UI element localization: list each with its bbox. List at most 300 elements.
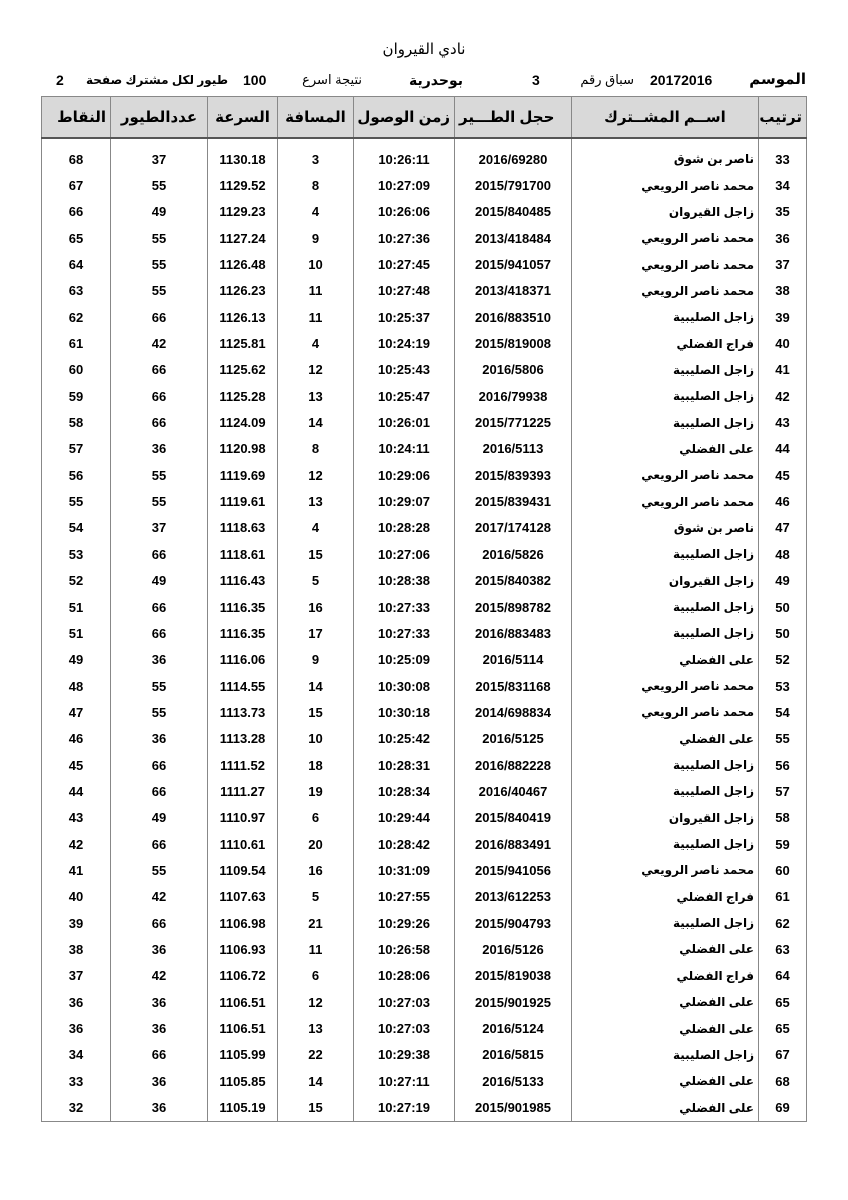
speed-cell: 1129.23 bbox=[208, 199, 278, 225]
participant-name-cell: على الفضلي bbox=[572, 1094, 759, 1121]
points-cell: 47 bbox=[42, 699, 111, 725]
distance-cell: 6 bbox=[278, 805, 354, 831]
rank-cell: 46 bbox=[759, 488, 807, 514]
points-cell: 60 bbox=[42, 357, 111, 383]
bird-count-cell: 66 bbox=[111, 752, 208, 778]
table-row bbox=[42, 278, 807, 304]
bird-count-cell: 66 bbox=[111, 383, 208, 409]
bird-count-cell: 36 bbox=[111, 1068, 208, 1094]
speed-cell: 1113.28 bbox=[208, 726, 278, 752]
col-header-ring: حجل الطـــير bbox=[455, 97, 572, 139]
ring-number-cell: 2015/831168 bbox=[455, 673, 572, 699]
rank-cell: 55 bbox=[759, 726, 807, 752]
ring-number-cell: 2016/40467 bbox=[455, 778, 572, 804]
results-body bbox=[42, 138, 807, 1121]
distance-cell: 19 bbox=[278, 778, 354, 804]
bird-count-cell: 66 bbox=[111, 1042, 208, 1068]
speed-cell: 1105.99 bbox=[208, 1042, 278, 1068]
arrival-time-cell: 10:27:55 bbox=[354, 884, 455, 910]
arrival-time-cell: 10:24:19 bbox=[354, 330, 455, 356]
points-cell: 33 bbox=[42, 1068, 111, 1094]
distance-cell: 15 bbox=[278, 699, 354, 725]
arrival-time-cell: 10:31:09 bbox=[354, 857, 455, 883]
col-header-name: اســم المشــترك bbox=[572, 97, 759, 139]
participant-name-cell: زاجل الصليبية bbox=[572, 620, 759, 646]
bird-count-cell: 66 bbox=[111, 594, 208, 620]
points-cell: 38 bbox=[42, 936, 111, 962]
points-cell: 61 bbox=[42, 330, 111, 356]
speed-cell: 1124.09 bbox=[208, 409, 278, 435]
points-cell: 48 bbox=[42, 673, 111, 699]
distance-cell: 9 bbox=[278, 647, 354, 673]
participant-name-cell: فراج الفضلي bbox=[572, 330, 759, 356]
ring-number-cell: 2015/941057 bbox=[455, 251, 572, 277]
bird-count-cell: 42 bbox=[111, 330, 208, 356]
rank-cell: 40 bbox=[759, 330, 807, 356]
distance-cell: 5 bbox=[278, 884, 354, 910]
table-row bbox=[42, 805, 807, 831]
arrival-time-cell: 10:30:18 bbox=[354, 699, 455, 725]
bird-count-cell: 36 bbox=[111, 436, 208, 462]
speed-cell: 1118.61 bbox=[208, 541, 278, 567]
arrival-time-cell: 10:27:33 bbox=[354, 594, 455, 620]
rank-cell: 49 bbox=[759, 568, 807, 594]
table-row bbox=[42, 462, 807, 488]
speed-cell: 1113.73 bbox=[208, 699, 278, 725]
participant-name-cell: على الفضلي bbox=[572, 1015, 759, 1041]
bird-count-cell: 36 bbox=[111, 989, 208, 1015]
ring-number-cell: 2016/5125 bbox=[455, 726, 572, 752]
club-title: نادي القيروان bbox=[382, 41, 466, 58]
table-row bbox=[42, 251, 807, 277]
table-row bbox=[42, 594, 807, 620]
results-table bbox=[41, 96, 807, 1122]
col-header-birds: عددالطيور bbox=[111, 97, 208, 139]
arrival-time-cell: 10:25:09 bbox=[354, 647, 455, 673]
bird-count-cell: 55 bbox=[111, 857, 208, 883]
bird-count-cell: 36 bbox=[111, 1094, 208, 1121]
distance-cell: 10 bbox=[278, 251, 354, 277]
arrival-time-cell: 10:28:28 bbox=[354, 515, 455, 541]
table-row bbox=[42, 1068, 807, 1094]
distance-cell: 20 bbox=[278, 831, 354, 857]
bird-count-cell: 55 bbox=[111, 278, 208, 304]
bird-count-cell: 66 bbox=[111, 778, 208, 804]
points-cell: 44 bbox=[42, 778, 111, 804]
speed-cell: 1116.43 bbox=[208, 568, 278, 594]
distance-cell: 13 bbox=[278, 383, 354, 409]
participant-name-cell: زاجل الصليبية bbox=[572, 304, 759, 330]
rank-cell: 41 bbox=[759, 357, 807, 383]
ring-number-cell: 2015/941056 bbox=[455, 857, 572, 883]
arrival-time-cell: 10:27:03 bbox=[354, 1015, 455, 1041]
col-header-time: زمن الوصول bbox=[354, 97, 455, 139]
table-row bbox=[42, 515, 807, 541]
ring-number-cell: 2016/5133 bbox=[455, 1068, 572, 1094]
participant-name-cell: محمد ناصر الرويعي bbox=[572, 699, 759, 725]
result-label: نتيجة اسرع bbox=[302, 72, 362, 87]
participant-name-cell: زاجل الصليبية bbox=[572, 910, 759, 936]
rank-cell: 39 bbox=[759, 304, 807, 330]
rank-cell: 45 bbox=[759, 462, 807, 488]
ring-number-cell: 2016/79938 bbox=[455, 383, 572, 409]
ring-number-cell: 2015/819008 bbox=[455, 330, 572, 356]
table-row bbox=[42, 304, 807, 330]
table-row bbox=[42, 699, 807, 725]
birds-per-label: طيور لكل مشترك صفحة bbox=[86, 73, 228, 87]
rank-cell: 44 bbox=[759, 436, 807, 462]
table-row bbox=[42, 409, 807, 435]
distance-cell: 12 bbox=[278, 462, 354, 488]
points-cell: 54 bbox=[42, 515, 111, 541]
table-row bbox=[42, 673, 807, 699]
rank-cell: 33 bbox=[759, 146, 807, 172]
participant-name-cell: على الفضلي bbox=[572, 436, 759, 462]
rank-cell: 53 bbox=[759, 673, 807, 699]
speed-cell: 1106.72 bbox=[208, 963, 278, 989]
distance-cell: 4 bbox=[278, 515, 354, 541]
participant-name-cell: زاجل الصليبية bbox=[572, 594, 759, 620]
table-row bbox=[42, 620, 807, 646]
table-row bbox=[42, 330, 807, 356]
arrival-time-cell: 10:26:58 bbox=[354, 936, 455, 962]
points-cell: 39 bbox=[42, 910, 111, 936]
distance-cell: 15 bbox=[278, 541, 354, 567]
table-row bbox=[42, 989, 807, 1015]
table-row bbox=[42, 383, 807, 409]
participant-name-cell: محمد ناصر الرويعي bbox=[572, 278, 759, 304]
bird-count-cell: 66 bbox=[111, 541, 208, 567]
bird-count-cell: 49 bbox=[111, 199, 208, 225]
rank-cell: 38 bbox=[759, 278, 807, 304]
bird-count-cell: 55 bbox=[111, 172, 208, 198]
bird-count-cell: 36 bbox=[111, 726, 208, 752]
speed-cell: 1127.24 bbox=[208, 225, 278, 251]
speed-cell: 1116.35 bbox=[208, 620, 278, 646]
distance-cell: 8 bbox=[278, 172, 354, 198]
arrival-time-cell: 10:25:43 bbox=[354, 357, 455, 383]
rank-cell: 43 bbox=[759, 409, 807, 435]
points-cell: 45 bbox=[42, 752, 111, 778]
participant-name-cell: على الفضلي bbox=[572, 989, 759, 1015]
race-value: 3 bbox=[532, 72, 540, 88]
bird-count-cell: 36 bbox=[111, 1015, 208, 1041]
points-cell: 36 bbox=[42, 1015, 111, 1041]
distance-cell: 8 bbox=[278, 436, 354, 462]
points-cell: 32 bbox=[42, 1094, 111, 1121]
rank-cell: 50 bbox=[759, 594, 807, 620]
arrival-time-cell: 10:28:31 bbox=[354, 752, 455, 778]
arrival-time-cell: 10:25:47 bbox=[354, 383, 455, 409]
table-row bbox=[42, 752, 807, 778]
points-cell: 62 bbox=[42, 304, 111, 330]
distance-cell: 11 bbox=[278, 304, 354, 330]
speed-cell: 1110.61 bbox=[208, 831, 278, 857]
speed-cell: 1109.54 bbox=[208, 857, 278, 883]
distance-cell: 10 bbox=[278, 726, 354, 752]
rank-cell: 69 bbox=[759, 1094, 807, 1121]
rank-cell: 68 bbox=[759, 1068, 807, 1094]
ring-number-cell: 2016/5806 bbox=[455, 357, 572, 383]
rank-cell: 63 bbox=[759, 936, 807, 962]
points-cell: 64 bbox=[42, 251, 111, 277]
speed-cell: 1126.13 bbox=[208, 304, 278, 330]
ring-number-cell: 2015/839393 bbox=[455, 462, 572, 488]
bird-count-cell: 36 bbox=[111, 647, 208, 673]
participant-name-cell: زاجل الصليبية bbox=[572, 752, 759, 778]
bird-count-cell: 66 bbox=[111, 831, 208, 857]
table-row bbox=[42, 1094, 807, 1121]
table-row bbox=[42, 541, 807, 567]
spacer-row bbox=[42, 138, 807, 146]
points-cell: 58 bbox=[42, 409, 111, 435]
points-cell: 67 bbox=[42, 172, 111, 198]
arrival-time-cell: 10:29:44 bbox=[354, 805, 455, 831]
speed-cell: 1120.98 bbox=[208, 436, 278, 462]
distance-cell: 3 bbox=[278, 146, 354, 172]
participant-name-cell: زاجل الصليبية bbox=[572, 383, 759, 409]
participant-name-cell: محمد ناصر الرويعي bbox=[572, 462, 759, 488]
participant-name-cell: ناصر بن شوق bbox=[572, 515, 759, 541]
location: بوحدرية bbox=[408, 72, 463, 88]
arrival-time-cell: 10:29:07 bbox=[354, 488, 455, 514]
rank-cell: 34 bbox=[759, 172, 807, 198]
table-header-row bbox=[42, 97, 807, 139]
col-header-rank: ترتيب bbox=[759, 97, 807, 139]
speed-cell: 1107.63 bbox=[208, 884, 278, 910]
arrival-time-cell: 10:27:11 bbox=[354, 1068, 455, 1094]
points-cell: 43 bbox=[42, 805, 111, 831]
ring-number-cell: 2016/883483 bbox=[455, 620, 572, 646]
participant-name-cell: على الفضلي bbox=[572, 726, 759, 752]
bird-count-cell: 37 bbox=[111, 515, 208, 541]
arrival-time-cell: 10:27:45 bbox=[354, 251, 455, 277]
rank-cell: 64 bbox=[759, 963, 807, 989]
participant-name-cell: ناصر بن شوق bbox=[572, 146, 759, 172]
speed-cell: 1119.69 bbox=[208, 462, 278, 488]
bird-count-cell: 55 bbox=[111, 488, 208, 514]
speed-cell: 1126.48 bbox=[208, 251, 278, 277]
participant-name-cell: محمد ناصر الرويعي bbox=[572, 488, 759, 514]
table-row bbox=[42, 199, 807, 225]
arrival-time-cell: 10:27:48 bbox=[354, 278, 455, 304]
bird-count-cell: 55 bbox=[111, 462, 208, 488]
distance-cell: 21 bbox=[278, 910, 354, 936]
distance-cell: 11 bbox=[278, 278, 354, 304]
arrival-time-cell: 10:27:09 bbox=[354, 172, 455, 198]
distance-cell: 15 bbox=[278, 1094, 354, 1121]
arrival-time-cell: 10:28:06 bbox=[354, 963, 455, 989]
points-cell: 34 bbox=[42, 1042, 111, 1068]
table-row bbox=[42, 172, 807, 198]
participant-name-cell: زاجل القيروان bbox=[572, 805, 759, 831]
distance-cell: 12 bbox=[278, 989, 354, 1015]
distance-cell: 6 bbox=[278, 963, 354, 989]
ring-number-cell: 2016/882228 bbox=[455, 752, 572, 778]
points-cell: 42 bbox=[42, 831, 111, 857]
distance-cell: 16 bbox=[278, 857, 354, 883]
distance-cell: 14 bbox=[278, 1068, 354, 1094]
distance-cell: 18 bbox=[278, 752, 354, 778]
bird-count-cell: 66 bbox=[111, 304, 208, 330]
rank-cell: 35 bbox=[759, 199, 807, 225]
page-value: 2 bbox=[56, 72, 64, 88]
ring-number-cell: 2016/5826 bbox=[455, 541, 572, 567]
rank-cell: 42 bbox=[759, 383, 807, 409]
rank-cell: 56 bbox=[759, 752, 807, 778]
arrival-time-cell: 10:27:03 bbox=[354, 989, 455, 1015]
speed-cell: 1125.62 bbox=[208, 357, 278, 383]
ring-number-cell: 2016/5124 bbox=[455, 1015, 572, 1041]
ring-number-cell: 2015/904793 bbox=[455, 910, 572, 936]
ring-number-cell: 2016/69280 bbox=[455, 146, 572, 172]
ring-number-cell: 2017/174128 bbox=[455, 515, 572, 541]
ring-number-cell: 2016/883491 bbox=[455, 831, 572, 857]
speed-cell: 1118.63 bbox=[208, 515, 278, 541]
participant-name-cell: زاجل الصليبية bbox=[572, 541, 759, 567]
distance-cell: 11 bbox=[278, 936, 354, 962]
participant-name-cell: محمد ناصر الرويعي bbox=[572, 673, 759, 699]
table-row bbox=[42, 1042, 807, 1068]
table-row bbox=[42, 647, 807, 673]
speed-cell: 1119.61 bbox=[208, 488, 278, 514]
participant-name-cell: زاجل الصليبية bbox=[572, 409, 759, 435]
table-row bbox=[42, 778, 807, 804]
distance-cell: 4 bbox=[278, 330, 354, 356]
ring-number-cell: 2015/898782 bbox=[455, 594, 572, 620]
rank-cell: 65 bbox=[759, 1015, 807, 1041]
speed-cell: 1116.35 bbox=[208, 594, 278, 620]
bird-count-cell: 66 bbox=[111, 910, 208, 936]
col-header-points: النقاط bbox=[42, 97, 111, 139]
arrival-time-cell: 10:27:06 bbox=[354, 541, 455, 567]
distance-cell: 4 bbox=[278, 199, 354, 225]
participant-name-cell: زاجل الصليبية bbox=[572, 1042, 759, 1068]
table-row bbox=[42, 936, 807, 962]
participant-name-cell: محمد ناصر الرويعي bbox=[572, 251, 759, 277]
bird-count-cell: 55 bbox=[111, 699, 208, 725]
bird-count-cell: 42 bbox=[111, 963, 208, 989]
ring-number-cell: 2016/5126 bbox=[455, 936, 572, 962]
participant-name-cell: محمد ناصر الرويعي bbox=[572, 857, 759, 883]
speed-cell: 1114.55 bbox=[208, 673, 278, 699]
speed-cell: 1126.23 bbox=[208, 278, 278, 304]
distance-cell: 13 bbox=[278, 1015, 354, 1041]
points-cell: 56 bbox=[42, 462, 111, 488]
bird-count-cell: 66 bbox=[111, 357, 208, 383]
speed-cell: 1130.18 bbox=[208, 146, 278, 172]
bird-count-cell: 49 bbox=[111, 568, 208, 594]
bird-count-cell: 37 bbox=[111, 146, 208, 172]
points-cell: 57 bbox=[42, 436, 111, 462]
points-cell: 40 bbox=[42, 884, 111, 910]
distance-cell: 5 bbox=[278, 568, 354, 594]
table-row bbox=[42, 963, 807, 989]
points-cell: 36 bbox=[42, 989, 111, 1015]
points-cell: 53 bbox=[42, 541, 111, 567]
table-row bbox=[42, 436, 807, 462]
points-cell: 51 bbox=[42, 620, 111, 646]
table-row bbox=[42, 1015, 807, 1041]
arrival-time-cell: 10:26:01 bbox=[354, 409, 455, 435]
season-value: 20172016 bbox=[650, 72, 713, 88]
col-header-speed: السرعة bbox=[208, 97, 278, 139]
ring-number-cell: 2015/840382 bbox=[455, 568, 572, 594]
table-row bbox=[42, 910, 807, 936]
table-row bbox=[42, 884, 807, 910]
distance-cell: 12 bbox=[278, 357, 354, 383]
rank-cell: 36 bbox=[759, 225, 807, 251]
distance-cell: 13 bbox=[278, 488, 354, 514]
rank-cell: 48 bbox=[759, 541, 807, 567]
ring-number-cell: 2013/612253 bbox=[455, 884, 572, 910]
arrival-time-cell: 10:25:42 bbox=[354, 726, 455, 752]
ring-number-cell: 2015/791700 bbox=[455, 172, 572, 198]
rank-cell: 47 bbox=[759, 515, 807, 541]
ring-number-cell: 2015/840485 bbox=[455, 199, 572, 225]
points-cell: 55 bbox=[42, 488, 111, 514]
table-row bbox=[42, 146, 807, 172]
ring-number-cell: 2016/883510 bbox=[455, 304, 572, 330]
bird-count-cell: 66 bbox=[111, 409, 208, 435]
distance-cell: 16 bbox=[278, 594, 354, 620]
speed-cell: 1129.52 bbox=[208, 172, 278, 198]
rank-cell: 65 bbox=[759, 989, 807, 1015]
ring-number-cell: 2015/840419 bbox=[455, 805, 572, 831]
participant-name-cell: على الفضلي bbox=[572, 1068, 759, 1094]
arrival-time-cell: 10:28:42 bbox=[354, 831, 455, 857]
ring-number-cell: 2015/901985 bbox=[455, 1094, 572, 1121]
arrival-time-cell: 10:24:11 bbox=[354, 436, 455, 462]
table-row bbox=[42, 357, 807, 383]
points-cell: 51 bbox=[42, 594, 111, 620]
arrival-time-cell: 10:30:08 bbox=[354, 673, 455, 699]
participant-name-cell: على الفضلي bbox=[572, 936, 759, 962]
ring-number-cell: 2015/839431 bbox=[455, 488, 572, 514]
participant-name-cell: فراج الفضلي bbox=[572, 963, 759, 989]
season-label: الموسم bbox=[749, 71, 806, 88]
rank-cell: 67 bbox=[759, 1042, 807, 1068]
bird-count-cell: 36 bbox=[111, 936, 208, 962]
ring-number-cell: 2016/5114 bbox=[455, 647, 572, 673]
speed-cell: 1125.81 bbox=[208, 330, 278, 356]
table-row bbox=[42, 726, 807, 752]
speed-cell: 1105.19 bbox=[208, 1094, 278, 1121]
arrival-time-cell: 10:27:33 bbox=[354, 620, 455, 646]
rank-cell: 50 bbox=[759, 620, 807, 646]
bird-count-cell: 42 bbox=[111, 884, 208, 910]
bird-count-cell: 55 bbox=[111, 251, 208, 277]
rank-cell: 37 bbox=[759, 251, 807, 277]
distance-cell: 14 bbox=[278, 409, 354, 435]
arrival-time-cell: 10:26:06 bbox=[354, 199, 455, 225]
ring-number-cell: 2013/418484 bbox=[455, 225, 572, 251]
points-cell: 65 bbox=[42, 225, 111, 251]
bird-count-cell: 66 bbox=[111, 620, 208, 646]
table-row bbox=[42, 488, 807, 514]
speed-cell: 1106.51 bbox=[208, 989, 278, 1015]
arrival-time-cell: 10:28:38 bbox=[354, 568, 455, 594]
rank-cell: 58 bbox=[759, 805, 807, 831]
rank-cell: 61 bbox=[759, 884, 807, 910]
ring-number-cell: 2015/771225 bbox=[455, 409, 572, 435]
speed-cell: 1105.85 bbox=[208, 1068, 278, 1094]
participant-name-cell: محمد ناصر الرويعي bbox=[572, 225, 759, 251]
speed-cell: 1125.28 bbox=[208, 383, 278, 409]
speed-cell: 1111.52 bbox=[208, 752, 278, 778]
rank-cell: 52 bbox=[759, 647, 807, 673]
bird-count-cell: 55 bbox=[111, 225, 208, 251]
